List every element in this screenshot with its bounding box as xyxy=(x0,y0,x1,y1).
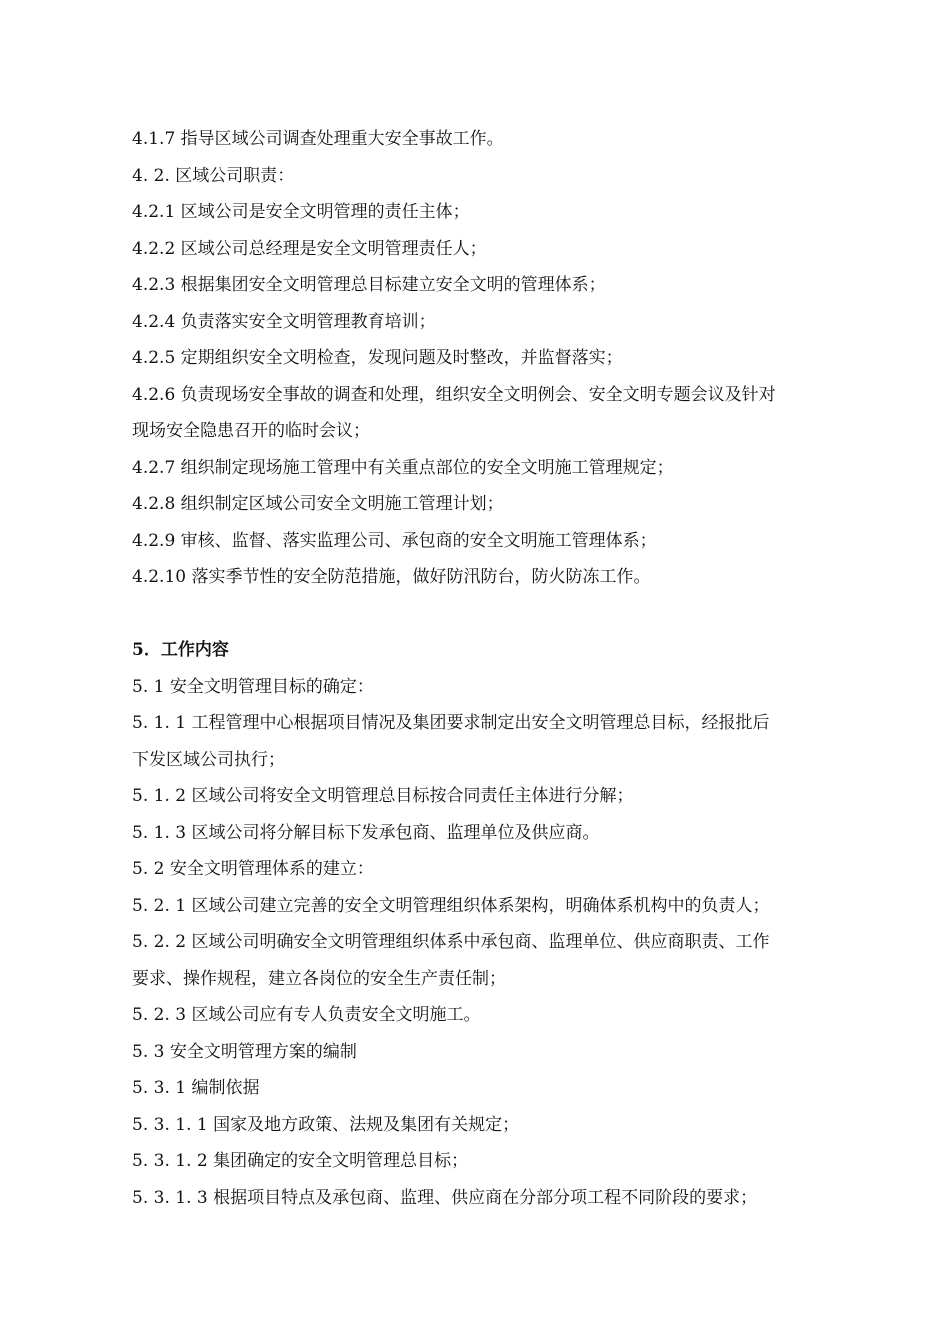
text-line-4-2-4: 4.2.4 负责落实安全文明管理教育培训； xyxy=(132,311,436,332)
text-line-4-2-6: 4.2.6 负责现场安全事故的调查和处理，组织安全文明例会、安全文明专题会议及针对 xyxy=(132,384,776,405)
text-line-4-2-9: 4.2.9 审核、监督、落实监理公司、承包商的安全文明施工管理体系； xyxy=(132,530,657,551)
text-line-5-3: 5. 3 安全文明管理方案的编制 xyxy=(132,1041,357,1062)
text-line-5-1-2: 5. 1. 2 区域公司将安全文明管理总目标按合同责任主体进行分解； xyxy=(132,786,634,806)
text-line-5-3-1-1: 5. 3. 1. 1 国家及地方政策、法规及集团有关规定； xyxy=(132,1114,520,1135)
text-line-4-2-8: 4.2.8 组织制定区域公司安全文明施工管理计划； xyxy=(132,494,504,514)
text-line-5-2: 5. 2 安全文明管理体系的建立： xyxy=(132,859,374,879)
text-line-4-2-2: 4.2.2 区域公司总经理是安全文明管理责任人； xyxy=(132,238,487,259)
text-line-4-2-7: 4.2.7 组织制定现场施工管理中有关重点部位的安全文明施工管理规定； xyxy=(132,457,674,478)
text-line-5-1-1-cont: 下发区域公司执行； xyxy=(132,749,285,770)
text-line-5-1: 5. 1 安全文明管理目标的确定： xyxy=(132,676,374,697)
document-body xyxy=(132,121,848,1216)
section-heading-5: 5．工作内容 xyxy=(132,640,229,660)
text-line-4-2-5: 4.2.5 定期组织安全文明检查，发现问题及时整改，并监督落实； xyxy=(132,348,623,368)
text-line-4-2-3: 4.2.3 根据集团安全文明管理总目标建立安全文明的管理体系； xyxy=(132,275,606,295)
text-line-4-2-1: 4.2.1 区域公司是安全文明管理的责任主体； xyxy=(132,202,470,222)
text-line-4-2-10: 4.2.10 落实季节性的安全防范措施，做好防汛防台，防火防冻工作。 xyxy=(132,567,651,587)
text-line-5-1-3: 5. 1. 3 区域公司将分解目标下发承包商、监理单位及供应商。 xyxy=(132,822,600,843)
text-line-5-3-1-2: 5. 3. 1. 2 集团确定的安全文明管理总目标； xyxy=(132,1151,469,1171)
text-line-4-2-6-cont: 现场安全隐患召开的临时会议； xyxy=(132,421,370,441)
text-line-5-2-1: 5. 2. 1 区域公司建立完善的安全文明管理组织体系架构，明确体系机构中的负责人； xyxy=(132,895,770,916)
text-line-4-1-7: 4.1.7 指导区域公司调查处理重大安全事故工作。 xyxy=(132,129,504,149)
text-line-5-1-1: 5. 1. 1 工程管理中心根据项目情况及集团要求制定出安全文明管理总目标，经报批后 xyxy=(132,713,770,733)
text-line-4-2: 4. 2. 区域公司职责： xyxy=(132,165,295,186)
text-line-5-3-1: 5. 3. 1 编制依据 xyxy=(132,1078,260,1098)
text-line-5-2-2: 5. 2. 2 区域公司明确安全文明管理组织体系中承包商、监理单位、供应商职责、工作 xyxy=(132,932,770,952)
text-line-5-3-1-3: 5. 3. 1. 3 根据项目特点及承包商、监理、供应商在分部分项工程不同阶段的要求； xyxy=(132,1187,758,1208)
text-line-5-2-2-cont: 要求、操作规程，建立各岗位的安全生产责任制； xyxy=(132,968,506,989)
section-spacer xyxy=(132,596,848,633)
text-line-5-2-3: 5. 2. 3 区域公司应有专人负责安全文明施工。 xyxy=(132,1005,481,1025)
